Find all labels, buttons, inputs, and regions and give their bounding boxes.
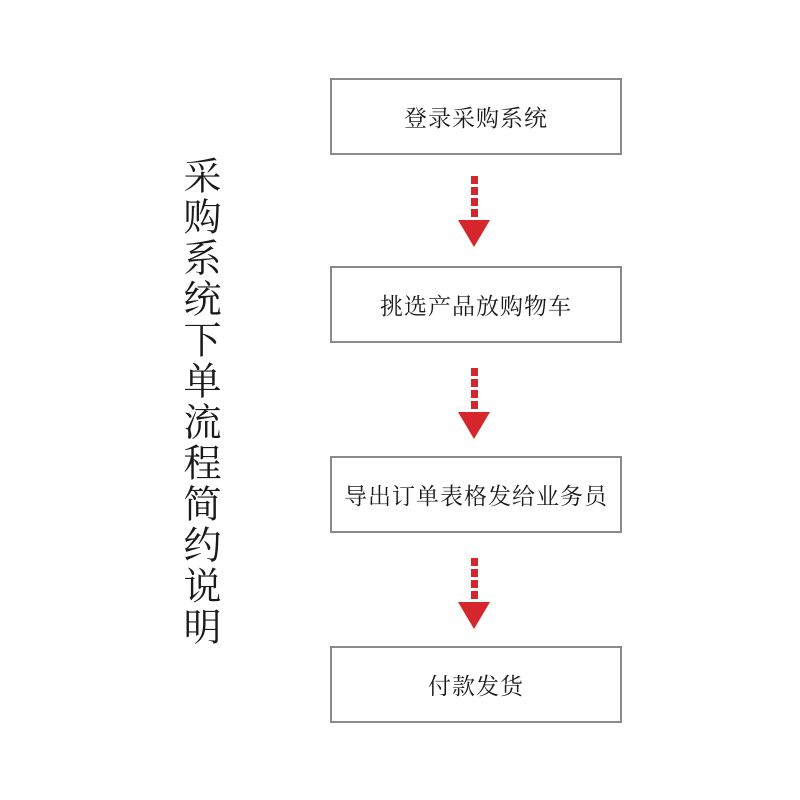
arrow-dash (471, 209, 478, 217)
dashed-down-arrow-icon (458, 176, 490, 247)
flow-step-login-label: 登录采购系统 (404, 105, 548, 131)
flow-step-payment-shipping-label: 付款发货 (428, 673, 524, 699)
arrow-dash (471, 580, 478, 588)
arrow-dash (471, 379, 478, 387)
arrow-dash (471, 198, 478, 206)
flow-step-pick-products (330, 266, 622, 343)
arrow-dash (471, 591, 478, 599)
flow-step-pick-products-label: 挑选产品放购物车 (380, 293, 572, 319)
arrow-dash (471, 176, 478, 184)
flow-step-export-order-label: 导出订单表格发给业务员 (344, 483, 608, 509)
dashed-down-arrow-icon (458, 368, 490, 439)
dashed-down-arrow-icon (458, 558, 490, 629)
arrow-dash (471, 558, 478, 566)
arrow-dash (471, 569, 478, 577)
page-title: 采购系统下单流程简约说明 (177, 156, 219, 648)
arrow-head (458, 220, 490, 247)
arrow-head (458, 602, 490, 629)
flow-step-export-order (330, 456, 622, 533)
arrow-head (458, 412, 490, 439)
flow-step-login (330, 78, 622, 155)
arrow-dash (471, 368, 478, 376)
flow-step-payment-shipping (330, 646, 622, 723)
arrow-dash (471, 390, 478, 398)
arrow-dash (471, 187, 478, 195)
arrow-dash (471, 401, 478, 409)
